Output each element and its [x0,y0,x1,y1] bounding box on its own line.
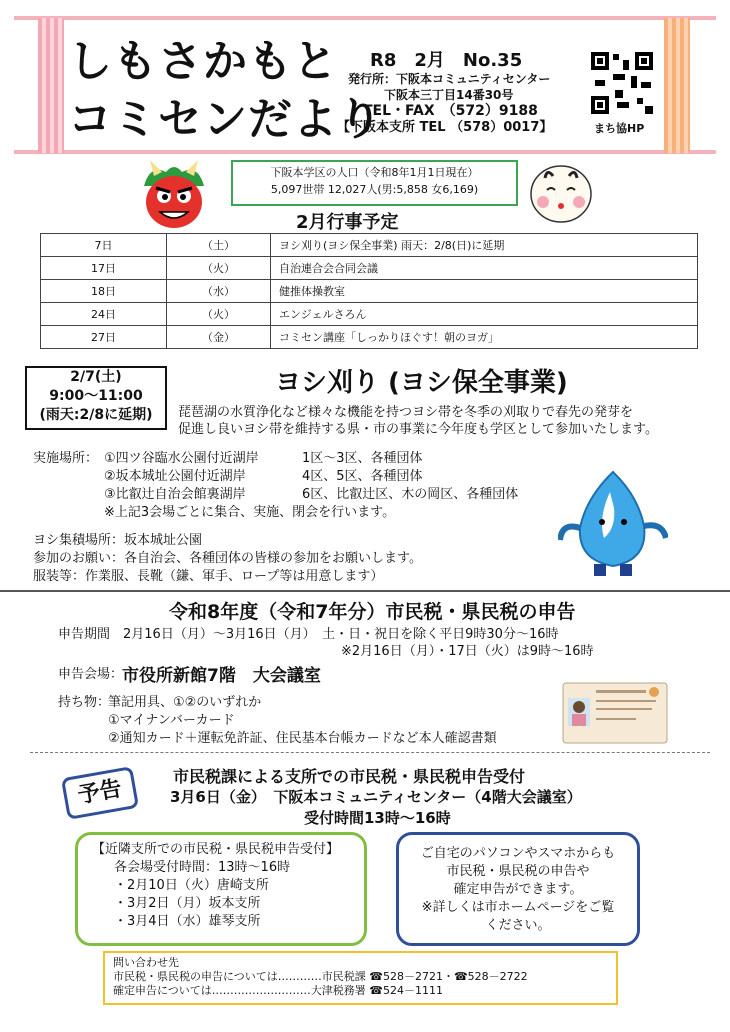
population-line2: 5,097世帯 12,027人(男:5,858 女6,169) [270,183,479,196]
schedule-date: 18日 [41,280,167,303]
yoshi-clothing: 服装等：作業服、長靴（鎌、軍手、ロープ等は用意します） [33,569,384,584]
section-divider [0,590,730,592]
schedule-event: 健推体操教室 [271,280,698,303]
qr-caption: まち協HP [594,122,645,135]
schedule-day: （金） [167,326,271,349]
schedule-date: 27日 [41,326,167,349]
yoshi-title: ヨシ刈り (ヨシ保全事業) [275,368,568,398]
tel-fax: TEL・FAX （572）9188 [363,103,538,119]
oni-demon-icon [136,158,212,230]
notice-line3: 受付時間13時～16時 [304,809,451,827]
okame-mask-icon [527,158,595,224]
contact-line2: 確定申告については………………………大津税務署 ☎524－1111 [113,984,443,997]
contact-line1: 市民税・県民税の申告については…………市民税課 ☎528－2721・☎528－2722 [113,970,528,983]
header-border-top [14,16,716,20]
yoshi-date: 2/7(土) [70,369,122,385]
table-row [41,257,698,280]
notice-line1: 市民税課による支所での市民税・県民税申告受付 [173,767,526,786]
online-line: 確定申告ができます。 [453,882,583,897]
yoshi-venue-label: 実施場所： [33,451,99,466]
header-stripe-right [664,18,690,153]
yoshi-desc-line2: 促進し良いヨシ帯を維持する県・市の事業に今年度も学区として参加いたします。 [178,422,658,437]
schedule-table [40,233,698,349]
newsletter-title-line1: しもさかもと [68,36,338,87]
contact-box [103,951,618,1005]
newsletter-title-line2: コミセンだより [68,94,383,145]
tax-period-note: ※2月16日（月）・17日（火）は9時～16時 [341,644,594,659]
schedule-event: ヨシ刈り(ヨシ保全事業) 雨天：2/8(日)に延期 [271,234,698,257]
online-line: ご自宅のパソコンやスマホからも [420,846,616,861]
neighbor-item: ・3月4日（水）雄琴支所 [114,914,261,929]
yoshi-venue-1-group: 1区～3区、各種団体 [302,451,423,466]
table-row [41,303,698,326]
neighbor-branches-box [75,832,367,946]
tax-title: 令和8年度（令和7年分）市民税・県民税の申告 [169,601,576,623]
yoshi-desc-line1: 琵琶湖の水質浄化など様々な機能を持つヨシ帯を冬季の刈取りで春先の発芽を [178,405,634,420]
online-line: ※詳しくは市ホームページをご覧 [421,900,615,915]
schedule-day: （水） [167,280,271,303]
population-line1: 下阪本学区の人口（令和8年1月1日現在） [270,166,479,179]
yoshi-venue-3: ③比叡辻自治会館裏湖岸 [104,487,246,502]
yoshi-venue-2-group: 4区、5区、各種団体 [302,469,423,484]
notice-line2: 3月6日（金） 下阪本コミュニティセンター（4階大会議室） [170,788,582,806]
neighbor-item: ・2月10日（火）唐崎支所 [114,878,269,893]
address: 下阪本三丁目14番30号 [384,88,514,102]
mynumber-card-icon [562,682,668,744]
schedule-date: 17日 [41,257,167,280]
yoshi-participation-request: 参加のお願い：各自治会、各種団体の皆様の参加をお願いします。 [33,551,422,566]
online-filing-box [396,832,640,946]
yoshi-collection-site: ヨシ集積場所：坂本城址公園 [33,533,203,548]
population-box [231,160,518,206]
yoshi-datetime-box [25,366,167,430]
table-row [41,326,698,349]
yoshi-time: 9:00～11:00 [49,388,143,404]
online-line: 市民税・県民税の申告や [446,864,590,879]
schedule-day: （土） [167,234,271,257]
neighbor-title: 【近隣支所での市民税・県民税申告受付】 [92,842,340,857]
section-dashed-divider [30,752,710,753]
tax-bring-3: ②通知カード＋運転免許証、住民基本台帳カードなど本人確認書類 [108,731,497,746]
header-border-bottom [14,150,716,154]
table-row [41,234,698,257]
schedule-day: （火） [167,257,271,280]
issue-number: R8 2月 No.35 [370,50,523,71]
yoshi-venue-3-group: 6区、比叡辻区、木の岡区、各種団体 [302,487,519,502]
schedule-date: 24日 [41,303,167,326]
tax-bring-label: 持ち物： [58,695,111,710]
contact-title: 問い合わせ先 [113,956,179,969]
publisher: 発行所：下阪本コミュニティセンター [348,72,551,86]
yoshi-venue-2: ②坂本城址公園付近湖岸 [104,469,246,484]
neighbor-item: ・3月2日（月）坂本支所 [114,896,261,911]
neighbor-hours: 各会場受付時間：13時～16時 [114,860,291,875]
tax-venue: 市役所新館7階 大会議室 [122,666,321,686]
schedule-event: コミセン講座「しっかりほぐす！朝のヨガ」 [271,326,698,349]
lake-mascot-icon [558,468,668,580]
header-stripe-left [38,18,64,153]
branch-tel: 【下阪本支所 TEL （578）0017】 [337,120,553,135]
schedule-event: エンジェルさろん [271,303,698,326]
schedule-event: 自治連合会合同会議 [271,257,698,280]
tax-bring-2: ①マイナンバーカード [108,713,235,728]
table-row [41,280,698,303]
yoshi-venue-note: ※上記3会場ごとに集合、実施、閉会を行います。 [104,505,396,520]
notice-badge: 予告 [61,766,139,820]
tax-bring-1: 筆記用具、①②のいずれか [108,695,262,710]
schedule-title: 2月行事予定 [296,212,399,233]
qr-code-icon[interactable] [591,52,653,114]
schedule-day: （火） [167,303,271,326]
tax-period: 申告期間 2月16日（月）～3月16日（月） 土・日・祝日を除く平日9時30分～16時 [58,627,559,642]
tax-venue-label: 申告会場： [58,667,124,682]
online-line: ください。 [485,918,551,933]
yoshi-rain-date: (雨天:2/8に延期) [39,407,153,423]
schedule-date: 7日 [41,234,167,257]
yoshi-venue-1: ①四ツ谷臨水公園付近湖岸 [104,451,259,466]
